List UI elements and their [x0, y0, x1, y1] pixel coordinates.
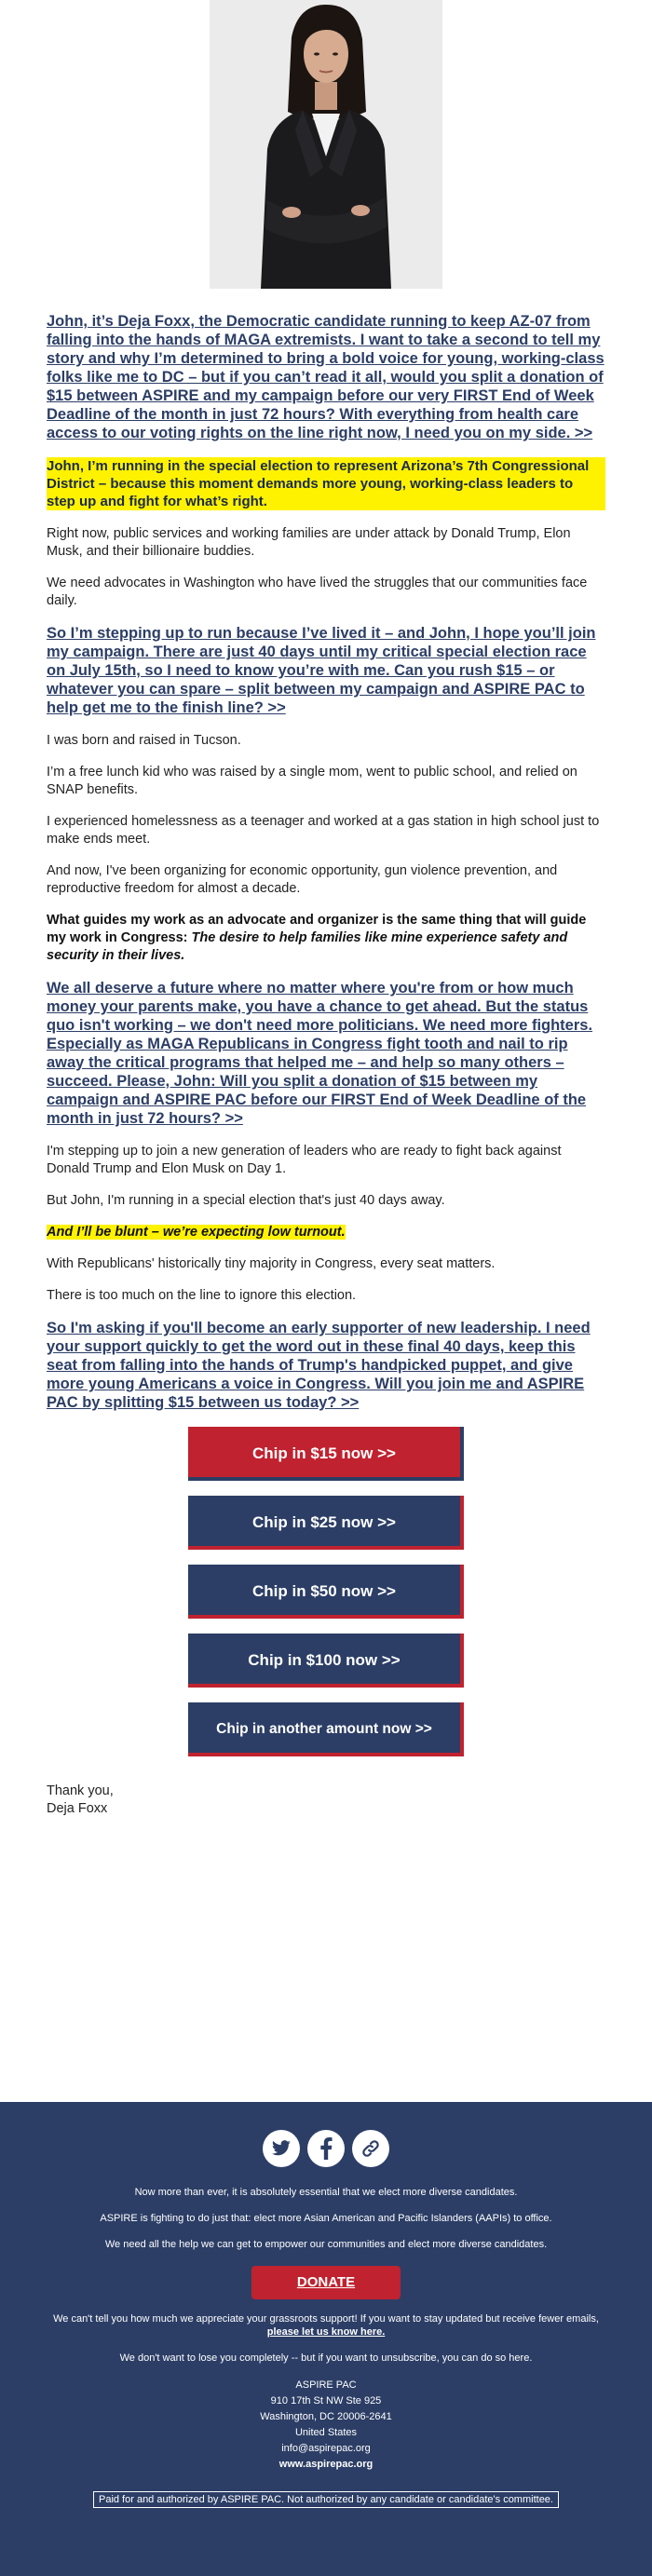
- link-icon[interactable]: [352, 2130, 389, 2167]
- org-name: ASPIRE PAC: [295, 2379, 357, 2391]
- contact-email: info@aspirepac.org: [281, 2443, 371, 2454]
- city-state-zip: Washington, DC 20006-2641: [260, 2411, 392, 2422]
- chip-in-other-amount-button[interactable]: Chip in another amount now >>: [188, 1702, 464, 1756]
- paragraph-new-generation: I'm stepping up to join a new generation of leaders who are ready to fight back against Donald Trump and Elon Musk on Day 1.: [47, 1144, 562, 1176]
- footer: [0, 2102, 652, 2576]
- future-donate-link[interactable]: We all deserve a future where no matter where you're from or how much money your parents make, you have a chance to get ahead. But the status quo isn't working – we don't need more politicians. We need more fighters. Especially as MAGA Republicans in Congress fight tooth and nail to rip away the critical programs that helped me – and help so many others – succeed. Please, John: Will you split a donation of $15 between my campaign and ASPIRE PAC before our FIRST End of Week Deadline of the month in just 72 hours? >>: [47, 980, 593, 1127]
- signoff: [47, 1783, 605, 1818]
- facebook-icon[interactable]: [307, 2130, 345, 2167]
- guiding-principle-bold: What guides my work as an advocate and organizer is the same thing that will guide my work in Congress:: [47, 913, 587, 945]
- chip-in-50-button[interactable]: Chip in $50 now >>: [188, 1565, 464, 1619]
- intro-donate-link[interactable]: John, it’s Deja Foxx, the Democratic candidate running to keep AZ-07 from falling into the hands of MAGA extremists. I want to take a second to tell my story and why I’m determined to bring a bold voice for young, working-class folks like me to DC – but if you can’t read it all, would you split a donation of $15 between ASPIRE and my campaign before our very FIRST End of Week Deadline of the month in just 72 hours? With everything from health care access to our voting rights on the line right now, I need you on my side. >>: [47, 313, 604, 441]
- chip-in-25-button[interactable]: Chip in $25 now >>: [188, 1496, 464, 1550]
- chip-in-15-button[interactable]: Chip in $15 now >>: [188, 1427, 464, 1481]
- website-link[interactable]: www.aspirepac.org: [278, 2459, 374, 2470]
- footer-aapi-mission: ASPIRE is fighting to do just that: elect more Asian American and Pacific Islanders (AAPIs) to office.: [100, 2213, 552, 2224]
- low-turnout-highlight: And I’ll be blunt – we’re expecting low turnout.: [47, 1225, 346, 1240]
- paragraph-organizing: And now, I've been organizing for economic opportunity, gun violence prevention, and reproductive freedom for almost a decade.: [47, 863, 558, 896]
- paragraph-attack: Right now, public services and working families are under attack by Donald Trump, Elon Musk, and their billionaire buddies.: [47, 526, 571, 559]
- guiding-principle-italic: The desire to help families like mine experience safety and security in their lives.: [47, 930, 568, 963]
- social-links: [0, 2130, 652, 2167]
- twitter-icon[interactable]: [263, 2130, 300, 2167]
- fewer-emails-link[interactable]: please let us know here.: [266, 2326, 386, 2338]
- footer-unsubscribe: We don't want to lose you completely -- but if you want to unsubscribe, you can do so here.: [119, 2352, 533, 2364]
- paragraph-40-days: But John, I'm running in a special election that's just 40 days away.: [47, 1193, 445, 1208]
- chip-in-100-button[interactable]: Chip in $100 now >>: [188, 1634, 464, 1688]
- paragraph-free-lunch: I’m a free lunch kid who was raised by a single mom, went to public school, and relied on SNAP benefits.: [47, 765, 577, 797]
- paid-for-disclaimer: Paid for and authorized by ASPIRE PAC. Not authorized by any candidate or candidate's committee.: [93, 2491, 559, 2508]
- candidate-portrait-illustration: [210, 0, 442, 289]
- signoff-name: Deja Foxx: [47, 1801, 108, 1816]
- country: United States: [294, 2427, 358, 2438]
- paragraph-guiding-principle: [47, 912, 605, 965]
- paragraph-advocates: We need advocates in Washington who have lived the struggles that our communities face daily.: [47, 576, 588, 608]
- early-supporter-donate-link[interactable]: So I'm asking if you'll become an early supporter of new leadership. I need your support quickly to get the word out in these final 40 days, keep this seat from falling into the hands of Trump's handpicked puppet, and give more young Americans a voice in Congress. Will you join me and ASPIRE PAC by splitting $15 between us today? >>: [47, 1320, 591, 1411]
- paragraph-tucson: I was born and raised in Tucson.: [47, 733, 241, 748]
- candidate-photo: [210, 0, 442, 289]
- signoff-thanks: Thank you,: [47, 1783, 114, 1798]
- footer-appreciation-text: We can't tell you how much we appreciate your grassroots support! If you want to stay updated but receive fewer emails,: [53, 2313, 599, 2325]
- footer-help-needed: We need all the help we can get to empower our communities and elect more diverse candidates.: [104, 2239, 548, 2250]
- special-election-donate-link[interactable]: So I’m stepping up to run because I’ve lived it – and John, I hope you’ll join my campaign. There are just 40 days until my critical special election race on July 15th, so I need to know you’re with me. Can you rush $15 – or whatever you can spare – split between my campaign and ASPIRE PAC to help get me to the finish line? >>: [47, 625, 596, 716]
- paragraph-majority: With Republicans' historically tiny majority in Congress, every seat matters.: [47, 1256, 496, 1271]
- paragraph-homelessness: I experienced homelessness as a teenager and worked at a gas station in high school just to make ends meet.: [47, 814, 600, 847]
- paragraph-low-turnout: [47, 1224, 605, 1241]
- paragraph-too-much: There is too much on the line to ignore this election.: [47, 1288, 357, 1303]
- email-body: [0, 289, 652, 1818]
- footer-donate-button[interactable]: DONATE: [251, 2266, 401, 2299]
- street-address: 910 17th St NW Ste 925: [270, 2395, 382, 2407]
- highlighted-intro: John, I’m running in the special election to represent Arizona’s 7th Congressional District – because this moment demands more young, working-class leaders to step up and fight for what’s right.: [47, 457, 605, 510]
- footer-appreciation: [0, 2312, 652, 2339]
- footer-address: [0, 2378, 652, 2473]
- footer-diverse-candidates: Now more than ever, it is absolutely essential that we elect more diverse candidates.: [134, 2187, 518, 2198]
- donation-buttons: [47, 1427, 605, 1771]
